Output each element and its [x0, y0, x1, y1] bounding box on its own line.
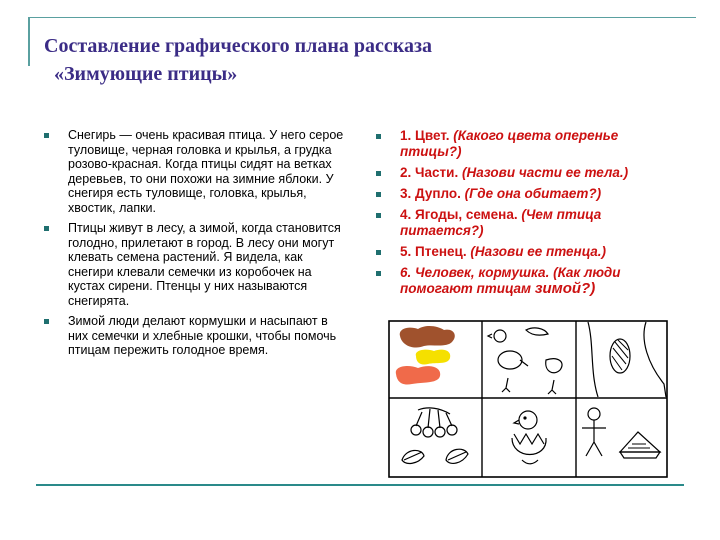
slide-title-line2: «Зимующие птицы» [54, 63, 238, 85]
story-text [40, 128, 350, 364]
story-paragraph: Птицы живут в лесу, а зимой, когда становится голодно, прилетают в город. В лесу они могут клевать семена растений. Я видела, как снегири клевали семечки из коробочек на кустах сирени. Птенцы у них называются снегирята. [40, 221, 350, 308]
plan-item: 2. Части. (Назови части ее тела.) [374, 165, 674, 181]
graphic-plan-svg [388, 320, 668, 478]
plan-item: 6. Человек, кормушка. (Как люди помогают птицам зимой?) [374, 265, 674, 297]
story-paragraph: Снегирь — очень красивая птица. У него серое туловище, черная головка и крылья, а грудка розово-красная. Когда птицы сидят на ветках деревьев, то они похожи на зимние яблоки. У снегиря есть туловище, головка, крылья, хвостик, лапки. [40, 128, 350, 215]
plan-item: 3. Дупло. (Где она обитает?) [374, 186, 674, 202]
plan-item: 4. Ягоды, семена. (Чем птица питается?) [374, 207, 674, 239]
plan-item: 5. Птенец. (Назови ее птенца.) [374, 244, 674, 260]
title-decor-line [28, 18, 30, 66]
plan-item: 1. Цвет. (Какого цвета оперенье птицы?) [374, 128, 674, 160]
plan-list [374, 128, 674, 302]
bottom-decor-line [36, 484, 684, 486]
graphic-plan-grid [388, 320, 668, 478]
slide-title [44, 32, 664, 88]
slide-title-line1: Составление графического плана рассказа [44, 35, 433, 57]
top-decor-line [28, 17, 696, 18]
story-paragraph: Зимой люди делают кормушки и насыпают в них семечки и хлебные крошки, чтобы помочь птицам пережить голодное время. [40, 314, 350, 358]
